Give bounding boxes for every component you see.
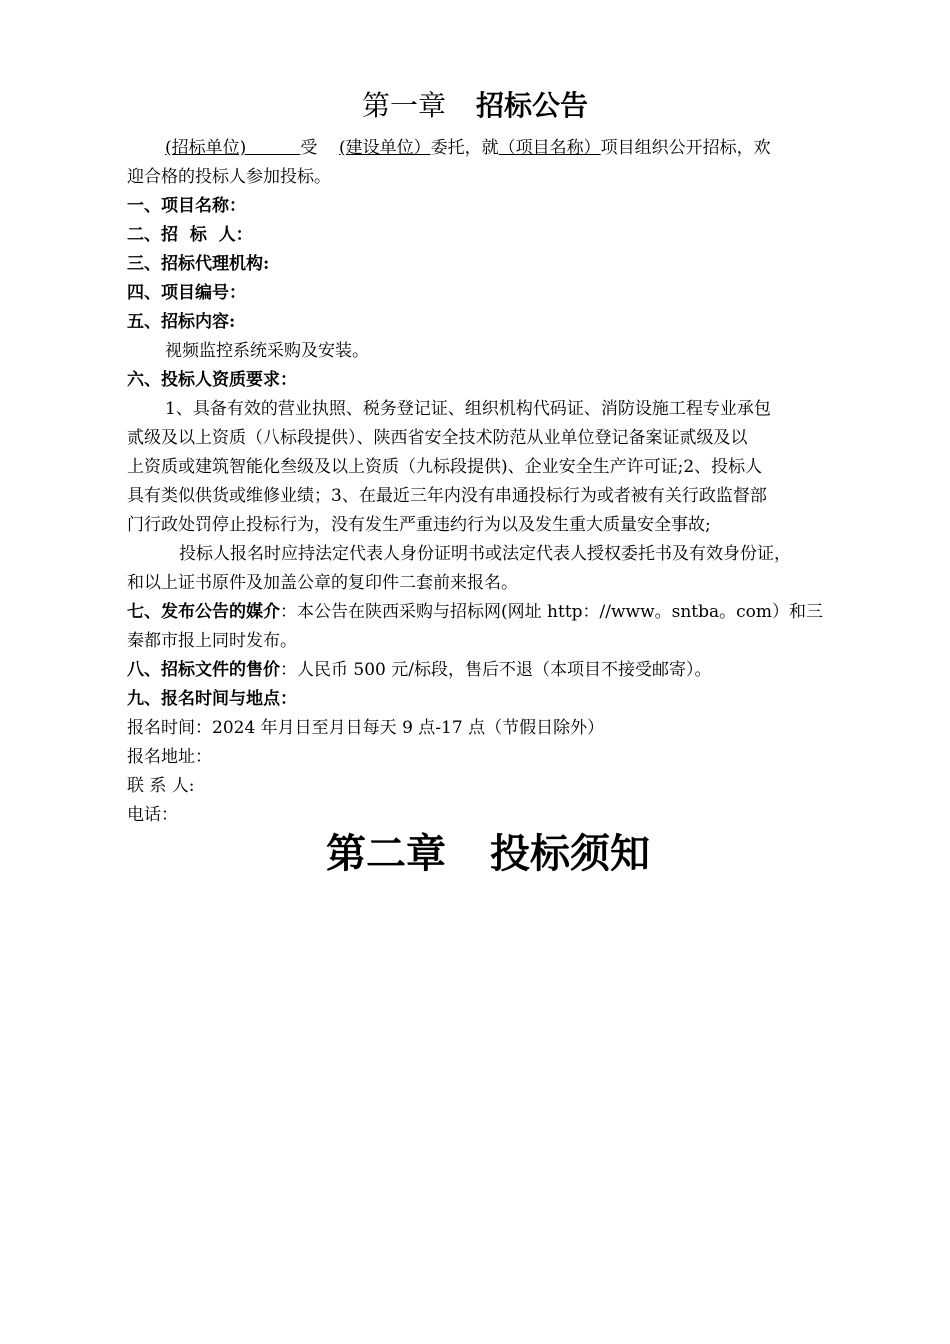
qualification-line: 1、具备有效的营业执照、税务登记证、组织机构代码证、消防设施工程专业承包 <box>165 399 771 419</box>
project-name-placeholder: （项目名称） <box>498 138 601 158</box>
section-8-price <box>127 656 879 685</box>
qualification-line: 贰级及以上资质（八标段提供）、陕西省安全技术防范从业单位登记备案证贰级及以 <box>127 428 748 448</box>
registration-address: 报名地址： <box>127 747 212 767</box>
section-7-text-cont: 秦都市报上同时发布。 <box>127 631 297 651</box>
section-3-agency: 三、招标代理机构: <box>127 254 270 274</box>
qualification-line: 上资质或建筑智能化叁级及以上资质（九标段提供)、企业安全生产许可证;2、投标人 <box>127 457 763 477</box>
registration-note-line: 投标人报名时应持法定代表人身份证明书或法定代表人授权委托书及有效身份证， <box>179 544 791 564</box>
section-8-label: 八、招标文件的售价 <box>127 660 280 680</box>
builder-unit: (建设单位） <box>338 138 431 158</box>
section-7-media <box>127 598 879 627</box>
section-2-tenderer: 二、招 标 人： <box>127 225 253 245</box>
bidder-unit-blank <box>246 138 300 158</box>
chapter2-title: 投标须知 <box>490 830 650 877</box>
section-8-text: ：人民币 500 元/标段，售后不退（本项目不接受邮寄）。 <box>280 660 712 680</box>
bidder-unit: (招标单位) <box>165 138 247 158</box>
section-7-label: 七、发布公告的媒介 <box>127 602 280 622</box>
intro-rest: 项目组织公开招标，欢 <box>600 138 771 158</box>
chapter2-heading <box>0 828 950 880</box>
chapter2-number: 第二章 <box>326 830 446 877</box>
section-9-registration: 九、报名时间与地点： <box>127 689 297 709</box>
section-1-project-name: 一、项目名称： <box>127 196 246 216</box>
registration-note-line: 和以上证书原件及加盖公章的复印件二套前来报名。 <box>127 573 518 593</box>
chapter1-heading <box>0 86 950 126</box>
section-4-project-number: 四、项目编号： <box>127 283 246 303</box>
section-7-text: ：本公告在陕西采购与招标网(网址 http：//www。sntba。com）和三 <box>280 602 824 622</box>
section-6-qualifications: 六、投标人资质要求： <box>127 370 297 390</box>
announcement-body <box>127 134 879 830</box>
intro-line-2: 迎合格的投标人参加投标。 <box>127 167 331 187</box>
qualification-line: 门行政处罚停止投标行为，没有发生严重违约行为以及发生重大质量安全事故; <box>127 515 711 535</box>
intro-line-1 <box>127 134 879 163</box>
by-text: 受 <box>300 138 318 158</box>
contact-person: 联 系 人: <box>127 776 195 796</box>
phone: 电话： <box>127 805 178 825</box>
section-5-content: 五、招标内容: <box>127 312 236 332</box>
section-5-content-text: 视频监控系统采购及安装。 <box>165 341 369 361</box>
chapter1-title: 招标公告 <box>476 89 589 122</box>
chapter1-number: 第一章 <box>361 89 446 122</box>
entrust-text: 委托，就 <box>430 138 499 158</box>
registration-time: 报名时间：2024 年月日至月日每天 9 点-17 点（节假日除外） <box>127 718 605 738</box>
qualification-line: 具有类似供货或维修业绩；3、在最近三年内没有串通投标行为或者被有关行政监督部 <box>127 486 767 506</box>
